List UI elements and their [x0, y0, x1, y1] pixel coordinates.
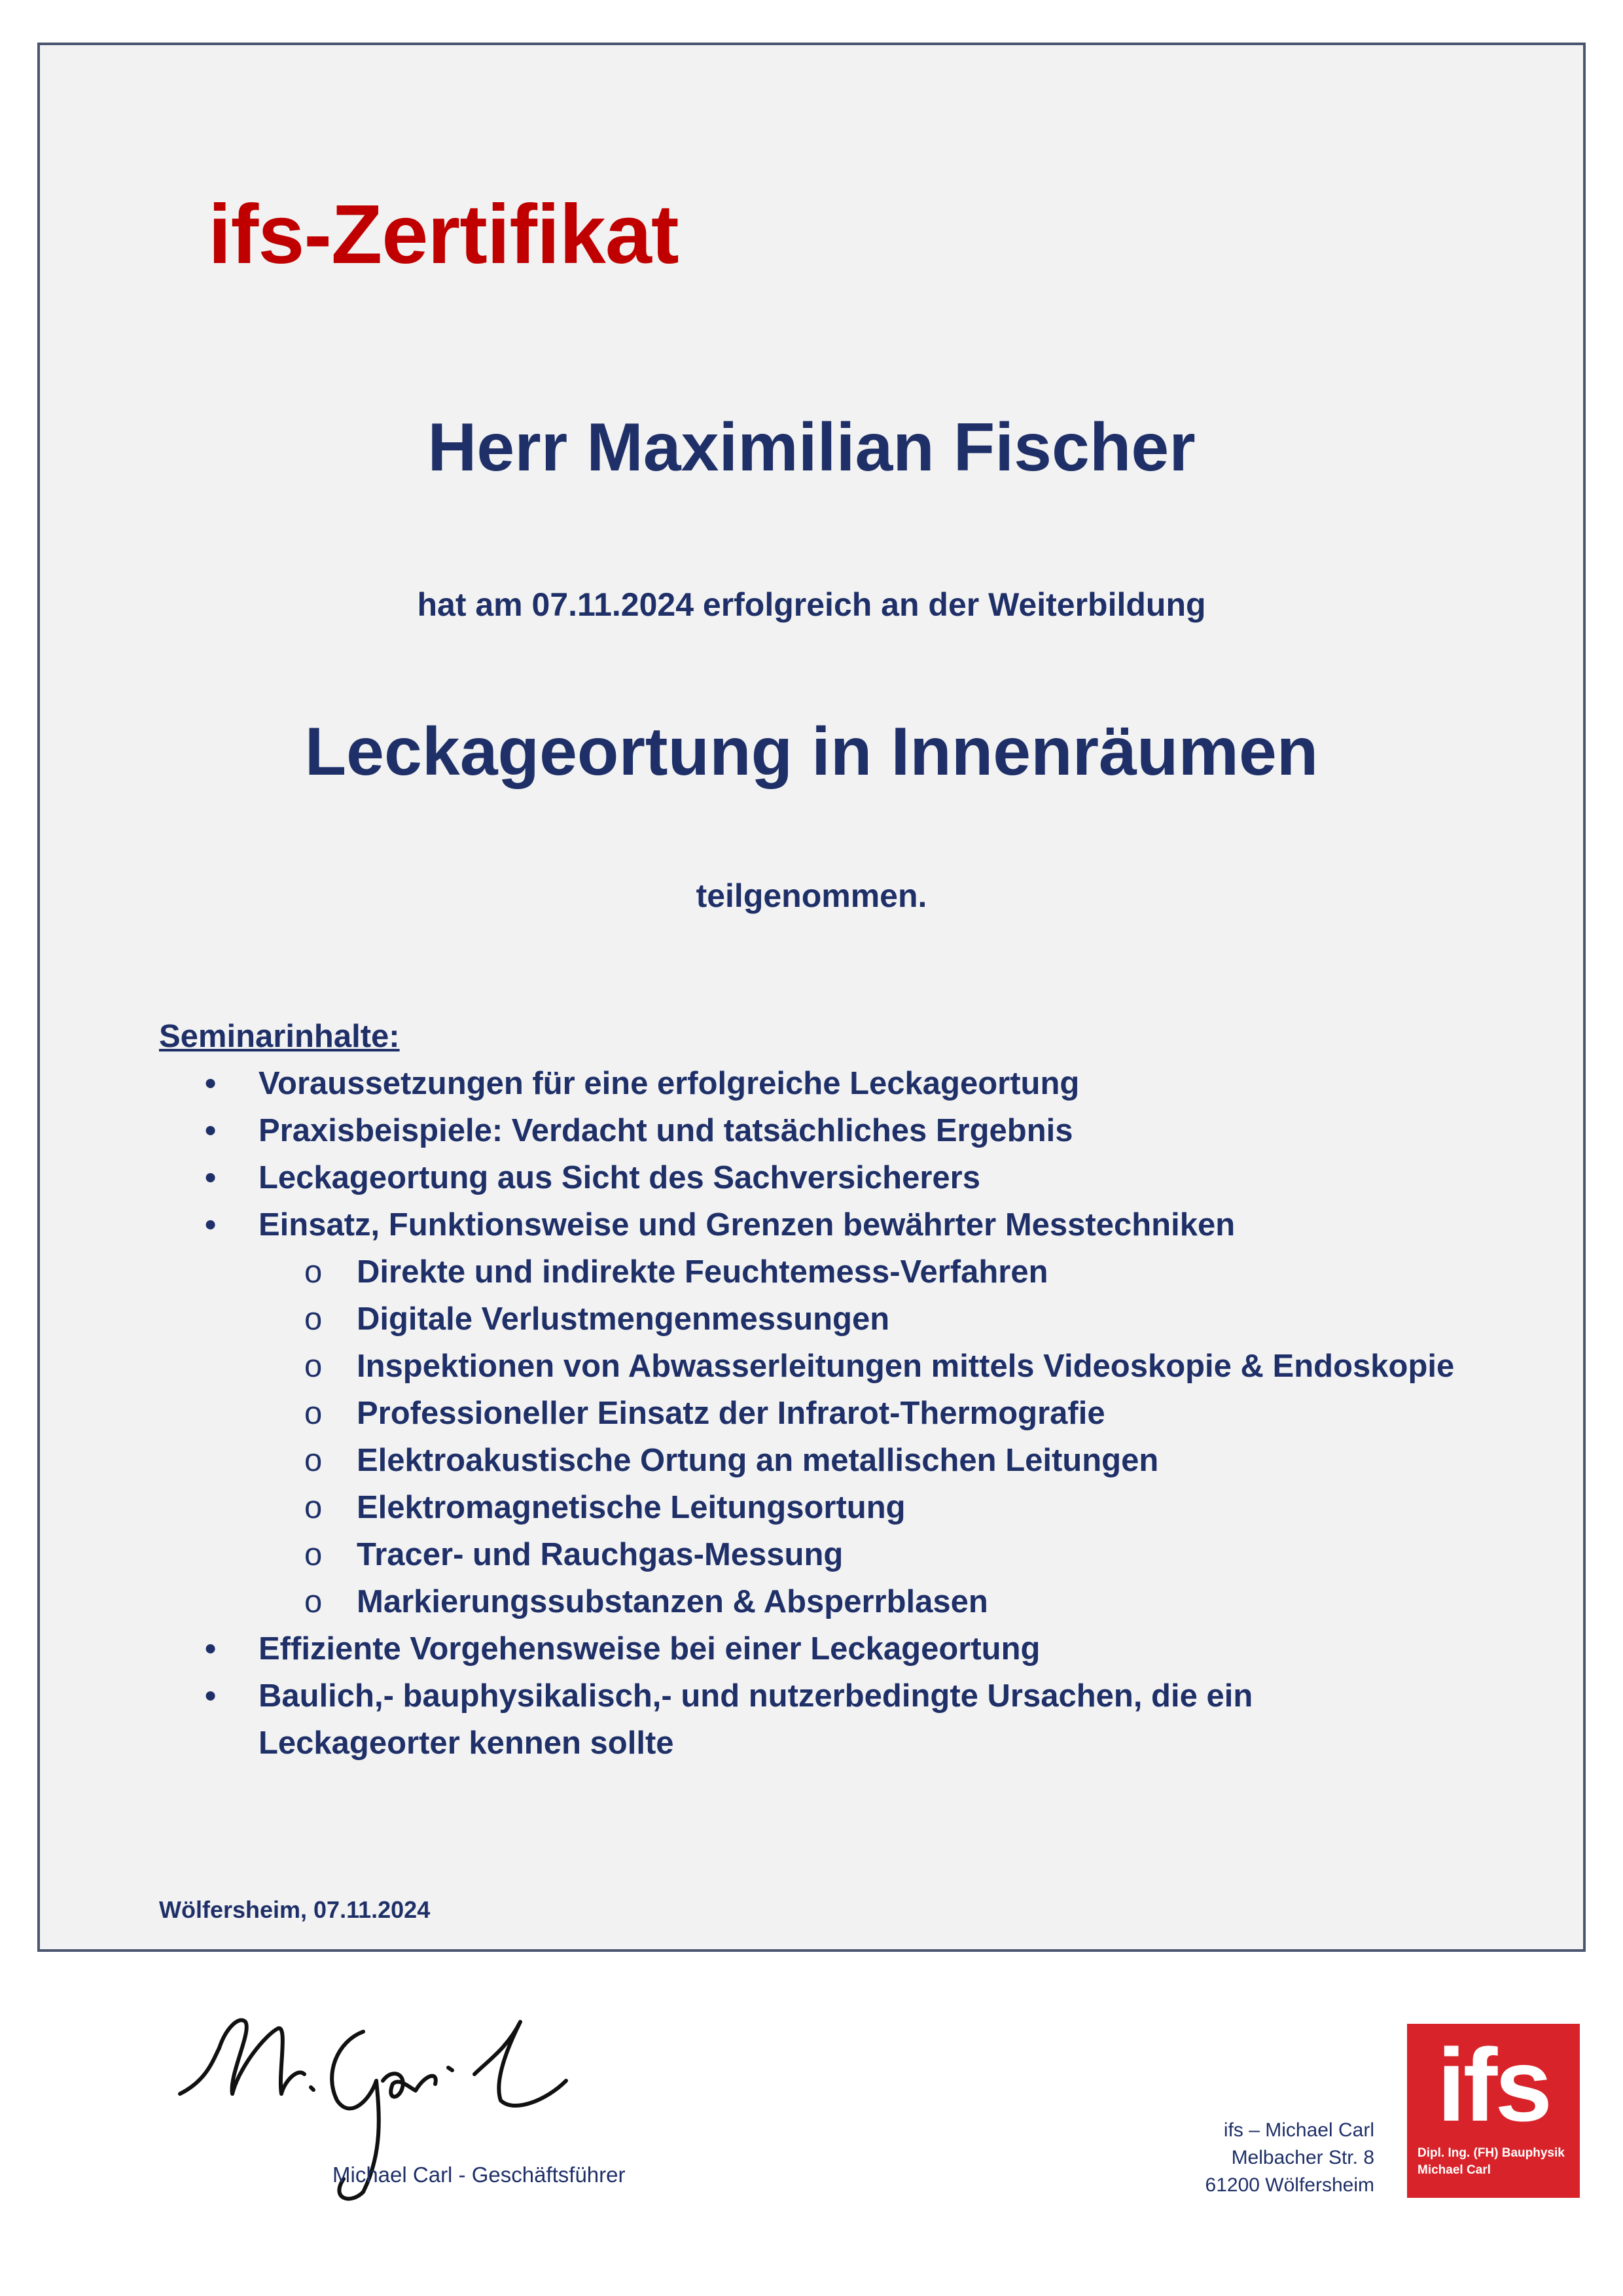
- bullet-icon: •: [205, 1066, 217, 1101]
- seminar-heading: Seminarinhalte:: [159, 1019, 400, 1054]
- logo-mark: ifs: [1436, 2028, 1550, 2143]
- address-line: Melbacher Str. 8: [1231, 2147, 1374, 2168]
- course-title: Leckageortung in Innenräumen: [304, 714, 1319, 790]
- company-address: [1205, 2117, 1374, 2199]
- circle-bullet-icon: o: [304, 1490, 323, 1525]
- list-item: • Voraussetzungen für eine erfolgreiche Leckageortung: [159, 1060, 1468, 1107]
- seminar-contents: [159, 1013, 1468, 1767]
- sub-list-item: o Elektroakustische Ortung an metallischen Leitungen: [159, 1437, 1468, 1484]
- signer-caption: Michael Carl - Geschäftsführer: [332, 2163, 626, 2187]
- certificate-title: ifs-Zertifikat: [208, 188, 679, 281]
- intro-text: hat am 07.11.2024 erfolgreich an der Weiterbildung: [417, 586, 1206, 623]
- ifs-logo: [1407, 2024, 1580, 2198]
- sub-list-item: o Markierungssubstanzen & Absperrblasen: [159, 1578, 1468, 1625]
- circle-bullet-icon: o: [304, 1584, 323, 1619]
- sub-list-item: o Professioneller Einsatz der Infrarot-Thermografie: [159, 1390, 1468, 1437]
- recipient-name: Herr Maximilian Fischer: [427, 410, 1196, 486]
- sub-list-item: o Tracer- und Rauchgas-Messung: [159, 1531, 1468, 1578]
- circle-bullet-icon: o: [304, 1537, 323, 1572]
- bullet-icon: •: [205, 1113, 217, 1148]
- circle-bullet-icon: o: [304, 1396, 323, 1431]
- place-date: Wölfersheim, 07.11.2024: [159, 1896, 431, 1923]
- outro-text: teilgenommen.: [696, 877, 927, 914]
- list-item: • Praxisbeispiele: Verdacht und tatsächliches Ergebnis: [159, 1107, 1468, 1154]
- circle-bullet-icon: o: [304, 1443, 323, 1478]
- sub-list-item: o Digitale Verlustmengenmessungen: [159, 1296, 1468, 1343]
- logo-subtitle: Dipl. Ing. (FH) Bauphysik Michael Carl: [1418, 2146, 1565, 2177]
- list-item: • Leckageortung aus Sicht des Sachversicherers: [159, 1154, 1468, 1201]
- address-line: 61200 Wölfersheim: [1205, 2174, 1374, 2196]
- circle-bullet-icon: o: [304, 1301, 323, 1337]
- bullet-icon: •: [205, 1160, 217, 1195]
- bullet-icon: •: [205, 1678, 217, 1714]
- circle-bullet-icon: o: [304, 1254, 323, 1290]
- list-item: • Baulich,- bauphysikalisch,- und nutzerbedingte Ursachen, die ein Leckageorter kennen sollte: [159, 1672, 1338, 1767]
- address-line: ifs – Michael Carl: [1223, 2119, 1374, 2141]
- sub-list-item: o Direkte und indirekte Feuchtemess-Verfahren: [159, 1248, 1468, 1296]
- sub-list-item: o Inspektionen von Abwasserleitungen mittels Videoskopie & Endoskopie: [159, 1343, 1469, 1390]
- bullet-icon: •: [205, 1631, 217, 1667]
- list-item: • Einsatz, Funktionsweise und Grenzen bewährter Messtechniken: [159, 1201, 1468, 1248]
- list-item: • Effiziente Vorgehensweise bei einer Leckageortung: [159, 1625, 1468, 1672]
- sub-list-item: o Elektromagnetische Leitungsortung: [159, 1484, 1468, 1531]
- circle-bullet-icon: o: [304, 1349, 323, 1384]
- bullet-icon: •: [205, 1207, 217, 1243]
